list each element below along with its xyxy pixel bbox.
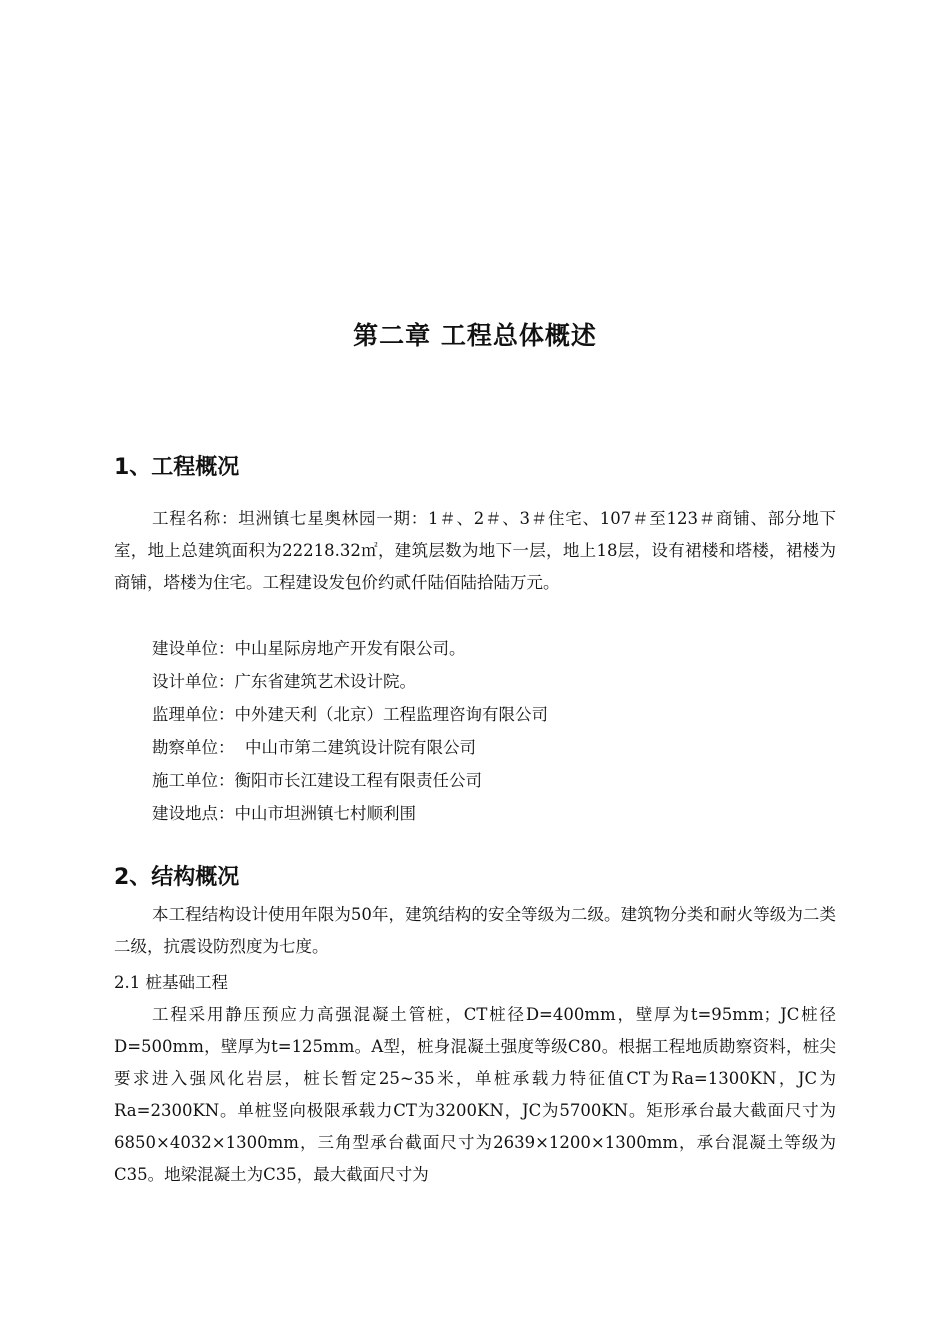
info-item-supervision-unit: 监理单位：中外建天利（北京）工程监理咨询有限公司 xyxy=(152,705,548,724)
structure-overview-paragraph: 本工程结构设计使用年限为50年，建筑结构的安全等级为二级。建筑物分类和耐火等级为二类二级，抗震设防烈度为七度。 xyxy=(114,905,836,956)
project-info-list xyxy=(152,632,548,830)
subheading-pile-foundation: 2.1 桩基础工程 xyxy=(114,973,228,992)
info-item-construction-unit: 建设单位：中山星际房地产开发有限公司。 xyxy=(152,639,466,658)
chapter-title: 第二章 工程总体概述 xyxy=(353,321,597,350)
info-item-contractor-unit: 施工单位：衡阳市长江建设工程有限责任公司 xyxy=(152,771,482,790)
info-item-design-unit: 设计单位：广东省建筑艺术设计院。 xyxy=(152,672,416,691)
pile-foundation-paragraph: 工程采用静压预应力高强混凝土管桩，CT桩径D=400mm，壁厚为t=95mm；JC桩径D=500mm，壁厚为t=125mm。A型，桩身混凝土强度等级C80。根据工程地质勘察资料，桩尖要求进入强风化岩层，桩长暂定25~35米，单桩承载力特征值CT为Ra=1300KN，JC为Ra=2300KN。单桩竖向极限承载力CT为3200KN，JC为5700KN。矩形承台最大截面尺寸为6850×4032×1300mm，三角型承台截面尺寸为2639×1200×1300mm，承台混凝土等级为C35。地梁混凝土为C35，最大截面尺寸为 xyxy=(114,1005,836,1184)
section-heading-overview: 1、工程概况 xyxy=(114,455,240,480)
info-item-location: 建设地点：中山市坦洲镇七村顺利围 xyxy=(152,804,416,823)
section-heading-structure: 2、结构概况 xyxy=(114,865,240,890)
info-item-survey-unit: 勘察单位： 中山市第二建筑设计院有限公司 xyxy=(152,738,476,757)
project-overview-paragraph: 工程名称：坦洲镇七星奥林园一期：1＃、2＃、3＃住宅、107＃至123＃商铺、部分地下室，地上总建筑面积为22218.32㎡，建筑层数为地下一层，地上18层，设有裙楼和塔楼，裙楼为商铺，塔楼为住宅。工程建设发包价约贰仟陆佰陆拾陆万元。 xyxy=(114,509,836,592)
